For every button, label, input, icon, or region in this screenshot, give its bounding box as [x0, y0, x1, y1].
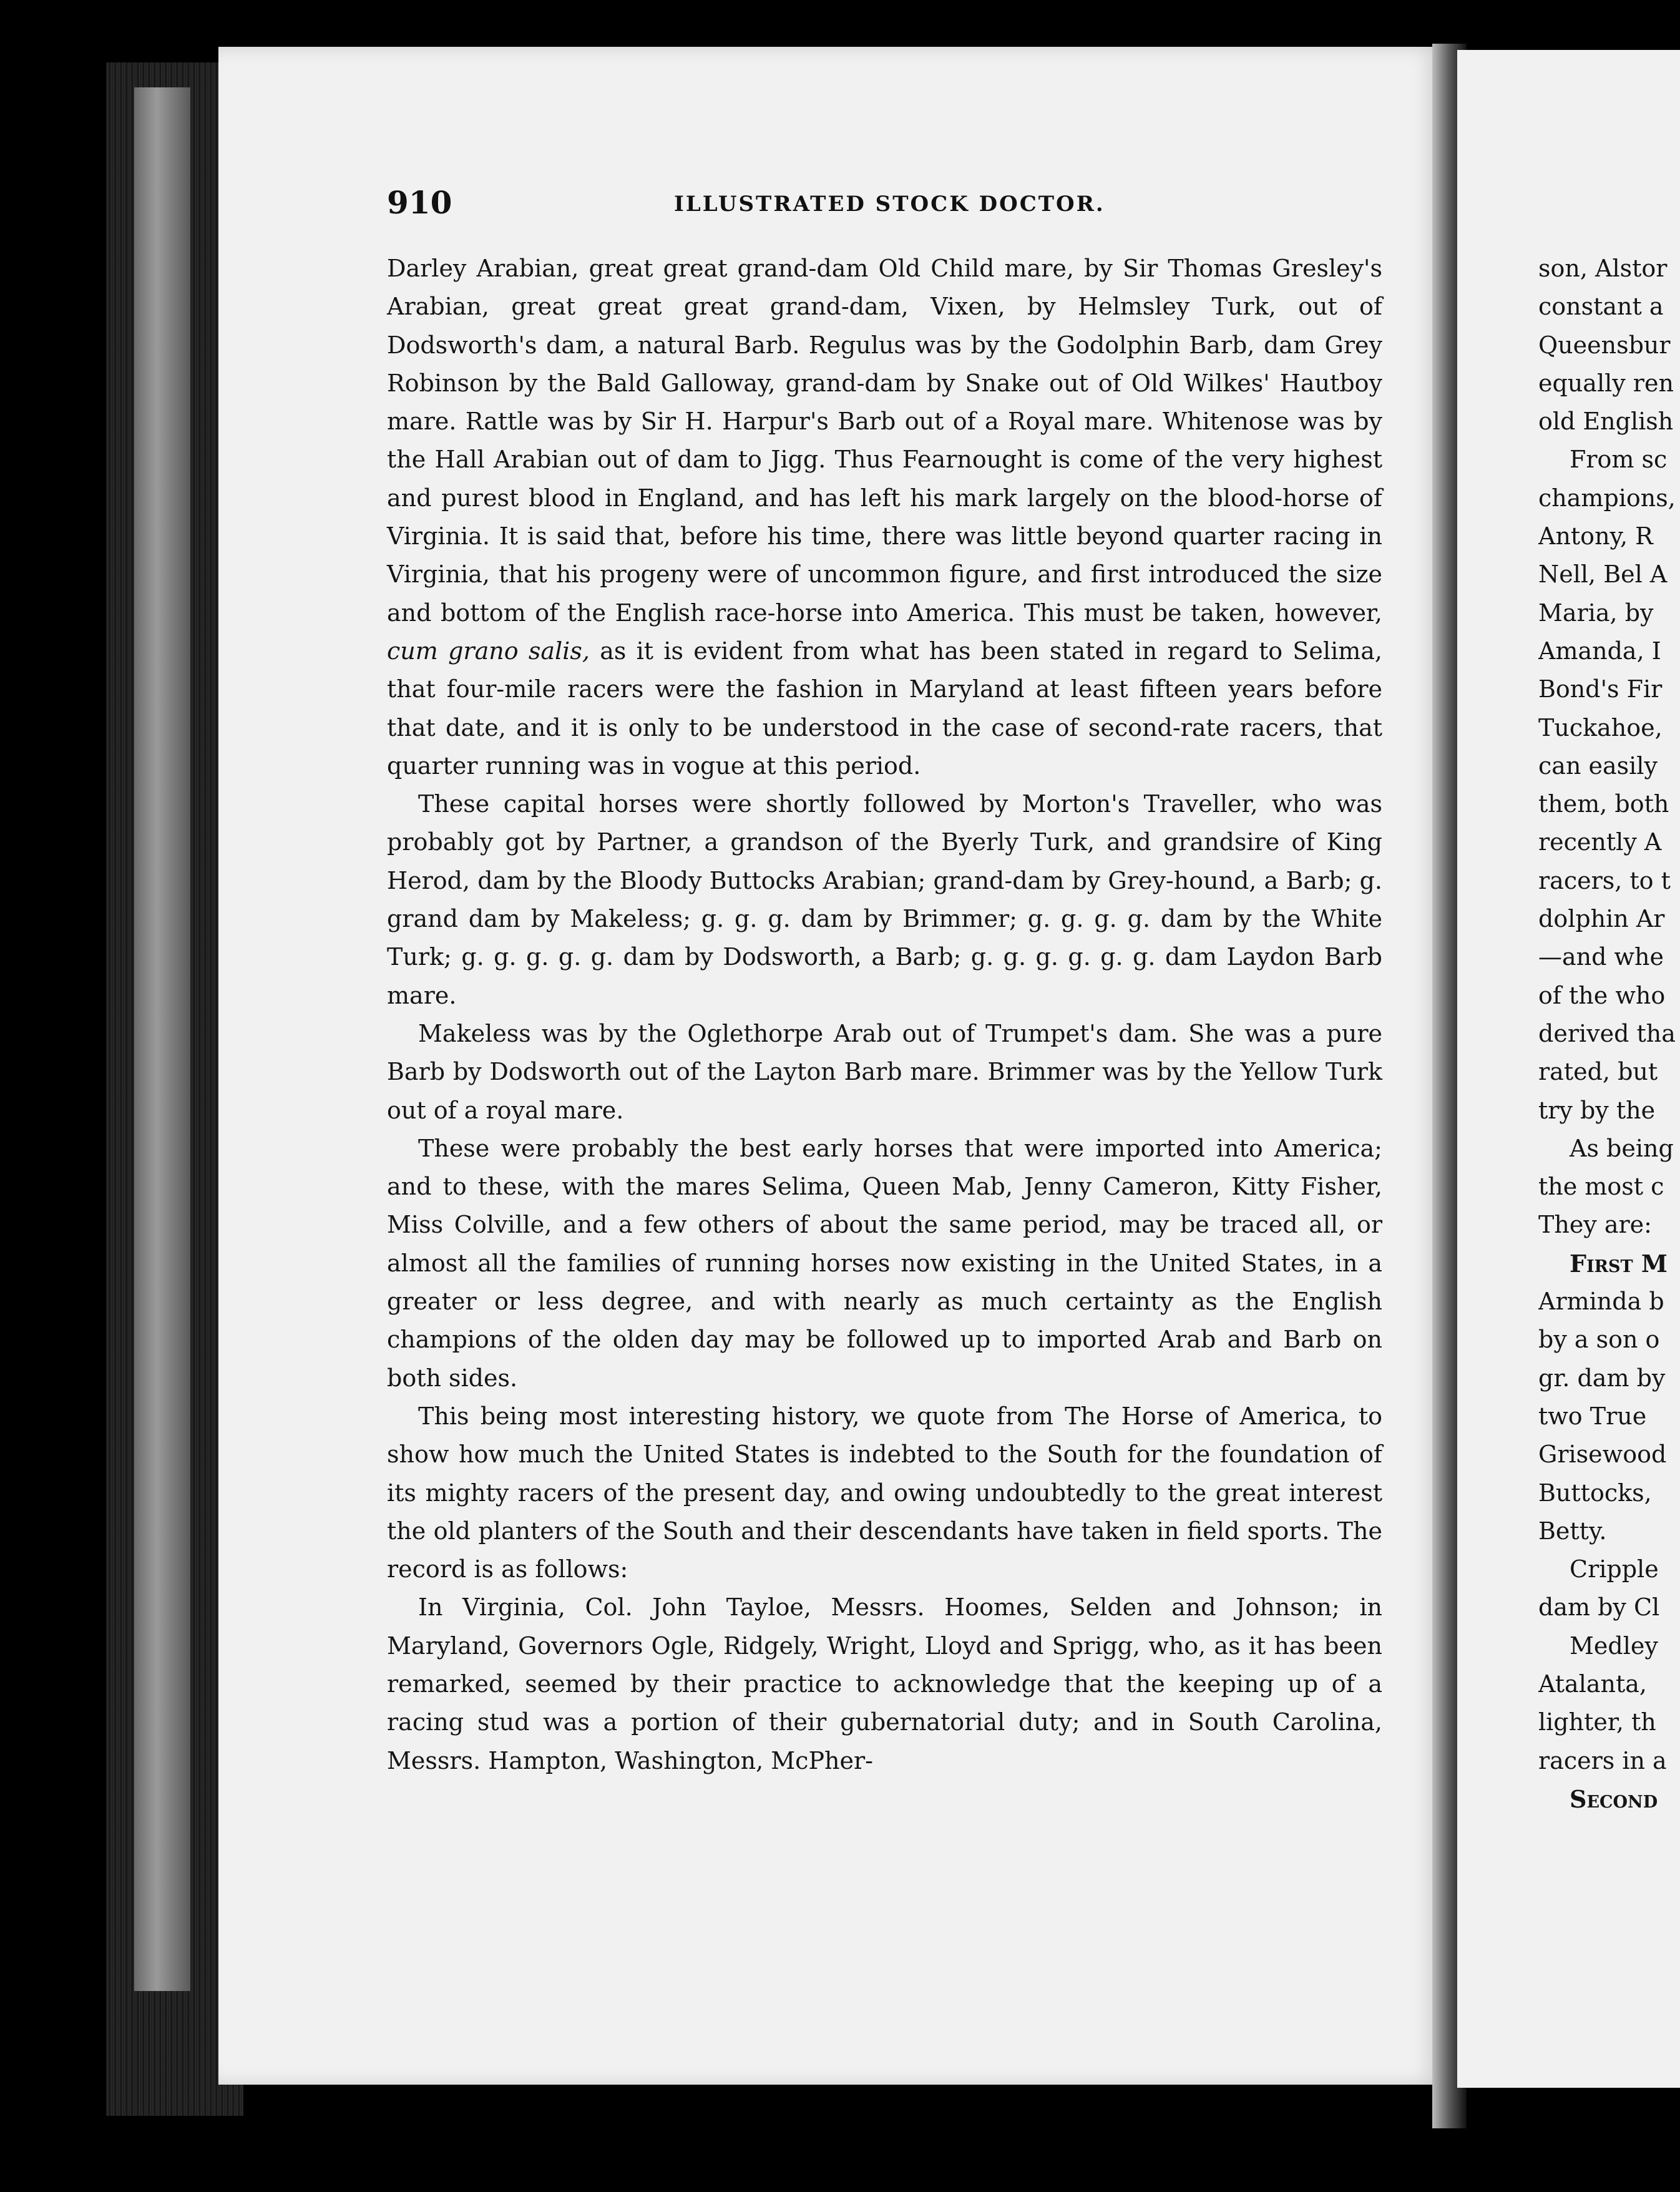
right-column-line: Betty. — [1538, 1517, 1607, 1545]
right-column-line: Bond's Fir — [1538, 675, 1663, 703]
right-column-line: Tuckahoe, — [1538, 713, 1663, 741]
right-column-line: racers in a — [1538, 1746, 1667, 1774]
right-column-line: Maria, by — [1538, 599, 1654, 627]
right-column-line: First M — [1570, 1249, 1668, 1278]
right-column-line: try by the — [1538, 1096, 1656, 1124]
right-column-line: Amanda, I — [1538, 637, 1661, 665]
book-page-edges-highlight — [134, 87, 190, 1991]
right-column-line: Grisewood — [1538, 1441, 1667, 1469]
page-number: 910 — [387, 184, 452, 221]
paragraph: Darley Arabian, great great grand-dam Old Child mare, by Sir Thomas Gresley's Arabian, great great great grand-dam, Vixen, by Helmsley Turk, out of Dodsworth's dam, a natural Barb. Regulus was by the Godolphin Barb, dam Grey Robinson by the Bald Galloway, grand-dam by Snake out of Old Wilkes' Hautboy mare. Rattle was by Sir H. Harpur's Barb out of a Royal mare. Whitenose was by the Hall Arabian out of dam to Jigg. Thus Fearnought is come of the very highest and purest blood in England, and has left his mark largely on the blood-horse of Virginia. It is said that, before his time, there was little beyond quarter racing in Virginia, that his progeny were of uncommon figure, and first introduced the size and bottom of the English race-horse into America. This must be taken, however, cum grano salis, as it is evident from what has been stated in regard to Selima, that four-mile racers were the fashion in Maryland at least fifteen years before that date, and it is only to be understood in the case of second-rate racers, that quarter running was in vogue at this period. — [387, 255, 1382, 780]
right-page-text-column — [1538, 250, 1680, 1818]
right-column-line: Antony, R — [1538, 522, 1653, 550]
paragraph: These were probably the best early horses that were imported into America; and to these, with the mares Selima, Queen Mab, Jenny Cameron, Kitty Fisher, Miss Colville, and a few others of about the same period, may be traced all, or almost all the families of running horses now existing in the United States, in a greater or less degree, and with nearly as much certainty as the English champions of the olden day may be followed up to imported Arab and Barb on both sides. — [387, 1134, 1382, 1392]
paragraph: In Virginia, Col. John Tayloe, Messrs. Hoomes, Selden and Johnson; in Maryland, Governors Ogle, Ridgely, Wright, Lloyd and Sprigg, who, as it has been remarked, seemed by their practice to acknowledge that the keeping up of a racing stud was a portion of their gubernatorial duty; and in South Carolina, Messrs. Hampton, Washington, McPher- — [387, 1593, 1382, 1774]
right-column-line: can easily — [1538, 751, 1658, 780]
right-column-line: gr. dam by — [1538, 1364, 1666, 1392]
right-column-line: racers, to t — [1538, 866, 1671, 894]
right-column-line: by a son o — [1538, 1326, 1660, 1354]
right-column-line: dam by Cl — [1538, 1593, 1660, 1622]
right-column-line: equally ren — [1538, 369, 1674, 397]
right-column-line: two True — [1538, 1402, 1647, 1430]
right-column-line: Buttocks, — [1538, 1479, 1652, 1507]
right-column-line: Nell, Bel A — [1538, 560, 1668, 589]
body-text — [387, 250, 1382, 1780]
right-column-line: recently A — [1538, 828, 1662, 856]
right-column-line: old English — [1538, 408, 1674, 436]
right-column-line: the most c — [1538, 1173, 1664, 1201]
right-column-line: Queensbur — [1538, 331, 1671, 359]
page-header — [387, 184, 1385, 228]
right-column-line: son, Alstor — [1538, 255, 1668, 282]
right-column-line: champions, — [1538, 484, 1676, 512]
right-column-line: Cripple — [1570, 1555, 1659, 1583]
paragraph: This being most interesting history, we quote from The Horse of America, to show how much the United States is indebted to the South for the foundation of its mighty racers of the present day, and owing undoubtedly to the great interest the old planters of the South and their descendants have taken in field sports. The record is as follows: — [387, 1402, 1382, 1583]
paragraph: Makeless was by the Oglethorpe Arab out of Trumpet's dam. She was a pure Barb by Dodsworth out of the Layton Barb mare. Brimmer was by the Yellow Turk out of a royal mare. — [387, 1019, 1382, 1124]
right-column-line: them, both — [1538, 790, 1669, 818]
right-column-line: As being — [1570, 1134, 1674, 1162]
right-column-line: Arminda b — [1538, 1288, 1664, 1316]
running-head: ILLUSTRATED STOCK DOCTOR. — [674, 192, 1105, 217]
paragraph: These capital horses were shortly followed by Morton's Traveller, who was probably got by Partner, a grandson of the Byerly Turk, and grandsire of King Herod, dam by the Bloody Buttocks Arabian; grand-dam by Grey-hound, a Barb; g. grand dam by Makeless; g. g. g. dam by Brimmer; g. g. g. g. dam by the White Turk; g. g. g. g. g. dam by Dodsworth, a Barb; g. g. g. g. g. g. dam Laydon Barb mare. — [387, 790, 1382, 1009]
right-column-line: Atalanta, — [1538, 1670, 1647, 1698]
right-column-line: derived tha — [1538, 1019, 1676, 1047]
right-column-line: of the who — [1538, 981, 1666, 1009]
italic-phrase: cum grano salis, — [387, 637, 590, 665]
right-column-line: rated, but — [1538, 1058, 1658, 1086]
right-column-line: constant a — [1538, 293, 1664, 321]
right-column-line: —and whe — [1538, 943, 1664, 971]
right-column-line: They are: — [1538, 1211, 1652, 1239]
right-column-line: dolphin Ar — [1538, 905, 1665, 933]
right-column-line: lighter, th — [1538, 1708, 1656, 1736]
right-column-line: Second — [1570, 1784, 1658, 1813]
right-column-line: Medley — [1570, 1632, 1658, 1660]
right-column-line: From sc — [1570, 446, 1668, 474]
